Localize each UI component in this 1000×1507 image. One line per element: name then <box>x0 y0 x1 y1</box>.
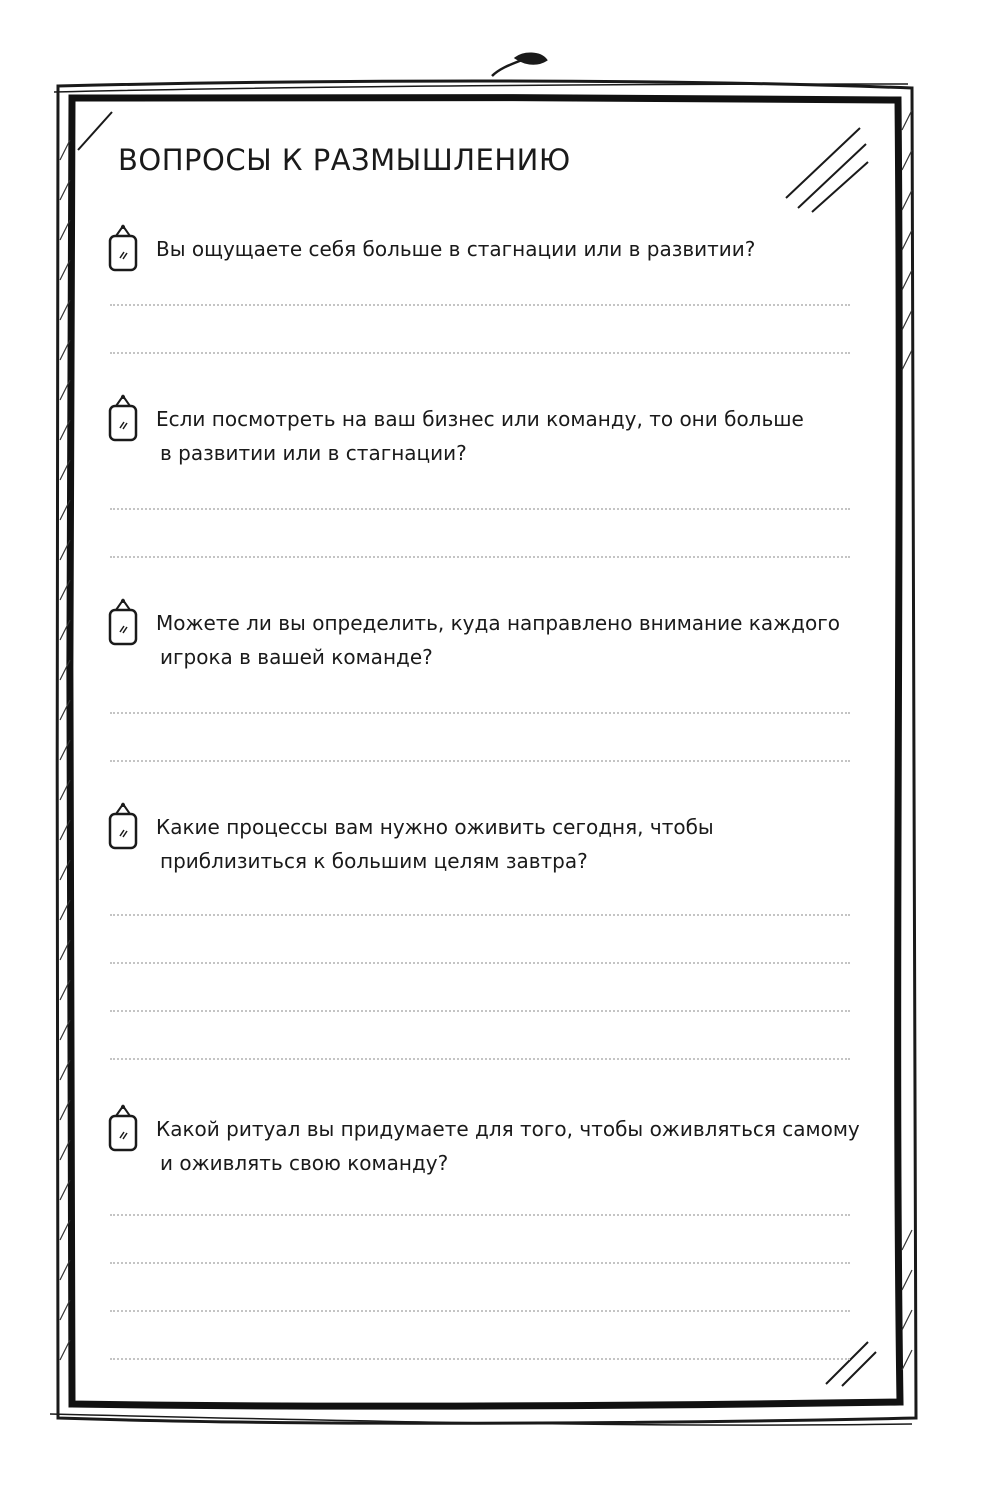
hanging-note-icon <box>106 394 140 444</box>
answer-line[interactable] <box>110 508 850 510</box>
question-line: Какие процессы вам нужно оживить сегодня, чтобы <box>156 815 714 839</box>
question-line: Какой ритуал вы придумаете для того, чтобы оживляться самому <box>156 1117 860 1141</box>
question-text <box>156 232 876 266</box>
question-line: Можете ли вы определить, куда направлено внимание каждого <box>156 611 840 635</box>
question-text <box>156 606 876 674</box>
question-text <box>156 402 876 470</box>
hanging-note-icon <box>106 224 140 274</box>
hanging-nail-icon <box>492 54 546 76</box>
question-line: приблизиться к большим целям завтра? <box>160 849 588 873</box>
question-line: и оживлять свою команду? <box>160 1151 449 1175</box>
question-text <box>156 1112 876 1180</box>
answer-line[interactable] <box>110 1058 850 1060</box>
question-line: игрока в вашей команде? <box>160 645 433 669</box>
answer-line[interactable] <box>110 914 850 916</box>
answer-line[interactable] <box>110 1358 850 1360</box>
answer-line[interactable] <box>110 962 850 964</box>
answer-line[interactable] <box>110 1214 850 1216</box>
answer-line[interactable] <box>110 1310 850 1312</box>
answer-line[interactable] <box>110 1262 850 1264</box>
answer-line[interactable] <box>110 352 850 354</box>
hanging-note-icon <box>106 1104 140 1154</box>
right-hatching <box>902 110 912 1370</box>
answer-line[interactable] <box>110 1010 850 1012</box>
answer-line[interactable] <box>110 712 850 714</box>
question-line: Если посмотреть на ваш бизнес или команду, то они больше <box>156 407 804 431</box>
question-text <box>156 810 876 878</box>
page-title: ВОПРОСЫ К РАЗМЫШЛЕНИЮ <box>118 143 571 177</box>
question-line: в развитии или в стагнации? <box>160 441 467 465</box>
question-line: Вы ощущаете себя больше в стагнации или в развитии? <box>156 237 756 261</box>
answer-line[interactable] <box>110 760 850 762</box>
hanging-note-icon <box>106 802 140 852</box>
hanging-note-icon <box>106 598 140 648</box>
answer-line[interactable] <box>110 304 850 306</box>
answer-line[interactable] <box>110 556 850 558</box>
